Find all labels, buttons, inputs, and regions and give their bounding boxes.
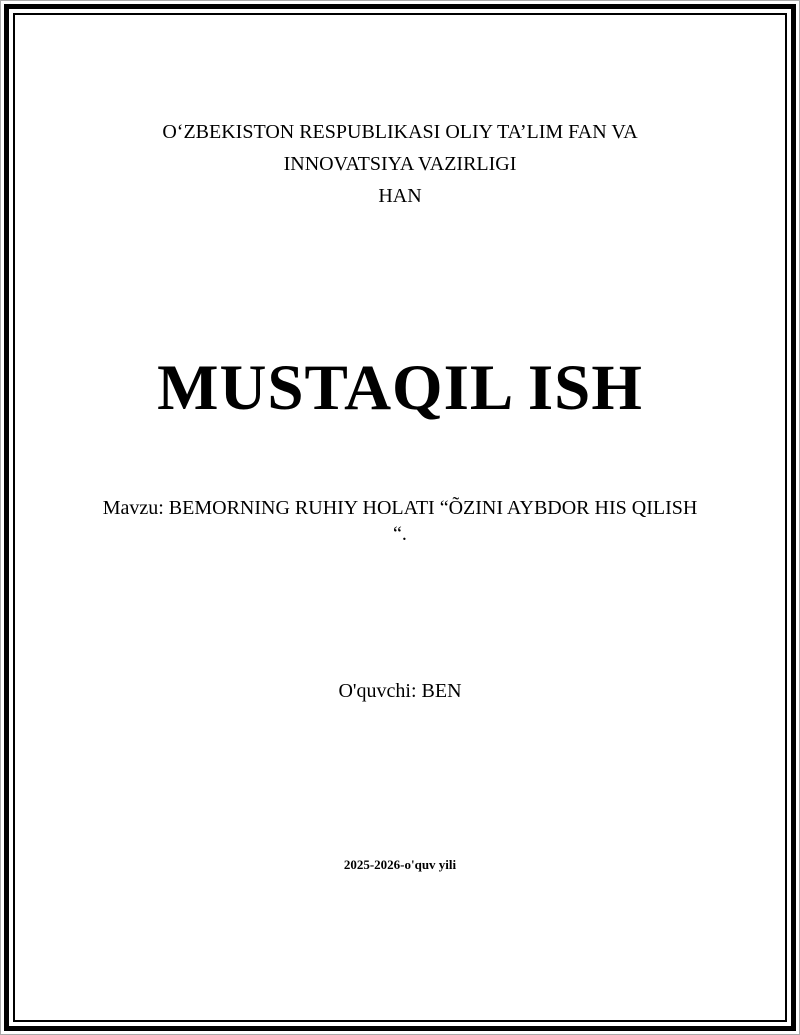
ministry-header-line-1: OʻZBEKISTON RESPUBLIKASI OLIY TA’LIM FAN VA: [162, 121, 638, 143]
student-line: O'quvchi: BEN: [338, 680, 462, 702]
document-title: MUSTAQIL ISH: [157, 352, 643, 424]
ministry-header-line-2: INNOVATSIYA VAZIRLIGI: [283, 153, 517, 175]
ministry-header: [15, 116, 785, 212]
ministry-header-line-3: HAN: [378, 185, 422, 207]
topic-paragraph: [15, 495, 785, 547]
page-content: [15, 15, 785, 1020]
academic-year-footer: 2025-2026-o'quv yili: [343, 857, 457, 872]
topic-line-2: “.: [393, 523, 407, 545]
topic-line-1: Mavzu: BEMORNING RUHIY HOLATI “ÕZINI AYBDOR HIS QILISH: [102, 497, 698, 519]
